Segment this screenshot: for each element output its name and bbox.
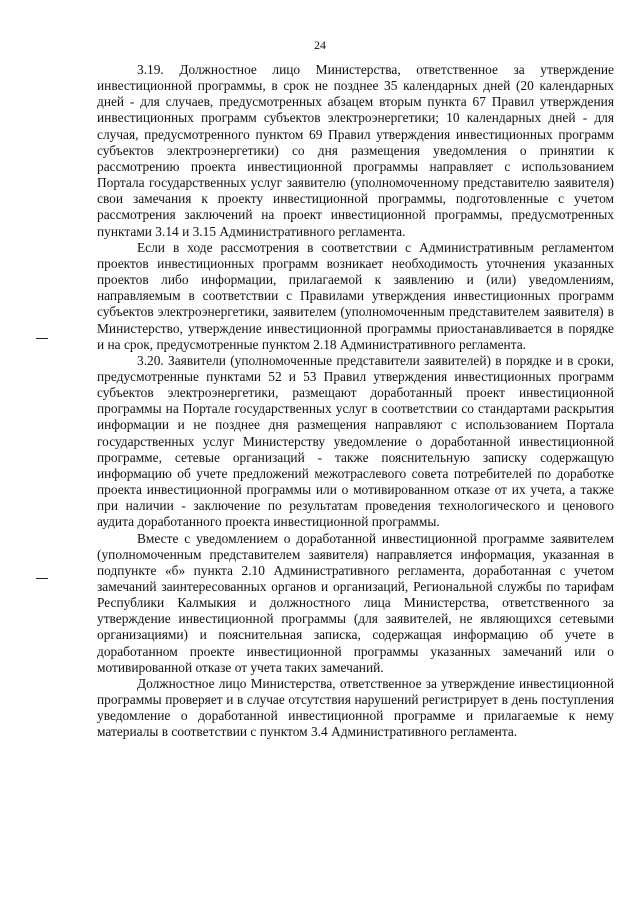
margin-dash-mark <box>36 578 48 579</box>
paragraph-3-19: 3.19. Должностное лицо Министерства, ответственное за утверждение инвестиционной программы, в срок не позднее 35 календарных дней (20 календарных дней - для случаев, предусмотренных абзацем вторым пункта 67 Правил утверждения инвестиционных программ субъектов электроэнергетики; 10 календарных дней - для случая, предусмотренного пунктом 69 Правил утверждения инвестиционных программ субъектов электроэнергетики) со дня размещения уведомления о принятии к рассмотрению проекта инвестиционной программы направляет с использованием Портала государственных услуг заявителю (уполномоченному представителю заявителя) свои замечания к проекту инвестиционной программы, подготовленные с учетом рассмотрения заключений на проект инвестиционной программы, предусмотренных пунктами 3.14 и 3.15 Административного регламента. <box>97 62 614 239</box>
page-number: 24 <box>314 38 326 52</box>
margin-dash-mark <box>36 338 48 339</box>
paragraph-notification-info: Вместе с уведомлением о доработанной инвестиционной программе заявителем (уполномоченным представителем заявителя) направляется информация, указанная в подпункте «б» пункта 2.10 Административного регламента, доработанная с учетом замечаний заинтересованных органов и организаций, Региональной службы по тарифам Республики Калмыкия и должностного лица Министерства, ответственного за утверждение инвестиционной программы (для заявителей, не являющихся сетевыми организациями) и пояснительная записка, содержащая информацию об учете в доработанном проекте инвестиционной программы указанных замечаний или о мотивированной отказе от учета таких замечаний. <box>97 530 614 675</box>
paragraph-registration: Должностное лицо Министерства, ответственное за утверждение инвестиционной программы проверяет и в случае отсутствия нарушений регистрирует в день поступления уведомление о доработанной инвестиционной программе и прилагаемые к нему материалы в соответствии с пунктом 3.4 Административного регламента. <box>97 675 614 740</box>
paragraph-clarification: Если в ходе рассмотрения в соответствии с Административным регламентом проектов инвестиционных программ возникает необходимость уточнения указанных проектов либо информации, прилагаемой к заявлению и (или) уведомлениям, направляемым в соответствии с Правилами утверждения инвестиционных программ субъектов электроэнергетики, заявителем (уполномоченным представителем заявителя) в Министерство, утверждение инвестиционной программы приостанавливается в порядке и на срок, предусмотренные пунктом 2.18 Административного регламента. <box>97 239 614 352</box>
document-body <box>97 62 614 741</box>
paragraph-3-20: 3.20. Заявители (уполномоченные представители заявителей) в порядке и в сроки, предусмотренные пунктами 52 и 53 Правил утверждения инвестиционных программ субъектов электроэнергетики, размещают доработанный проект инвестиционной программы на Портале государственных услуг в соответствии со стандартами раскрытия информации и не позднее дня размещения направляют с использованием Портала государственных услуг Министерству уведомление о доработанной инвестиционной программе, сетевые организаций - также пояснительную записку содержащую информацию об учете предложений межотраслевого совета потребителей по доработке проекта инвестиционной программы или о мотивированном отказе от их учета, а также при наличии - заключение по результатам проведения технологического и ценового аудита доработанного проекта инвестиционной программы. <box>97 352 614 530</box>
